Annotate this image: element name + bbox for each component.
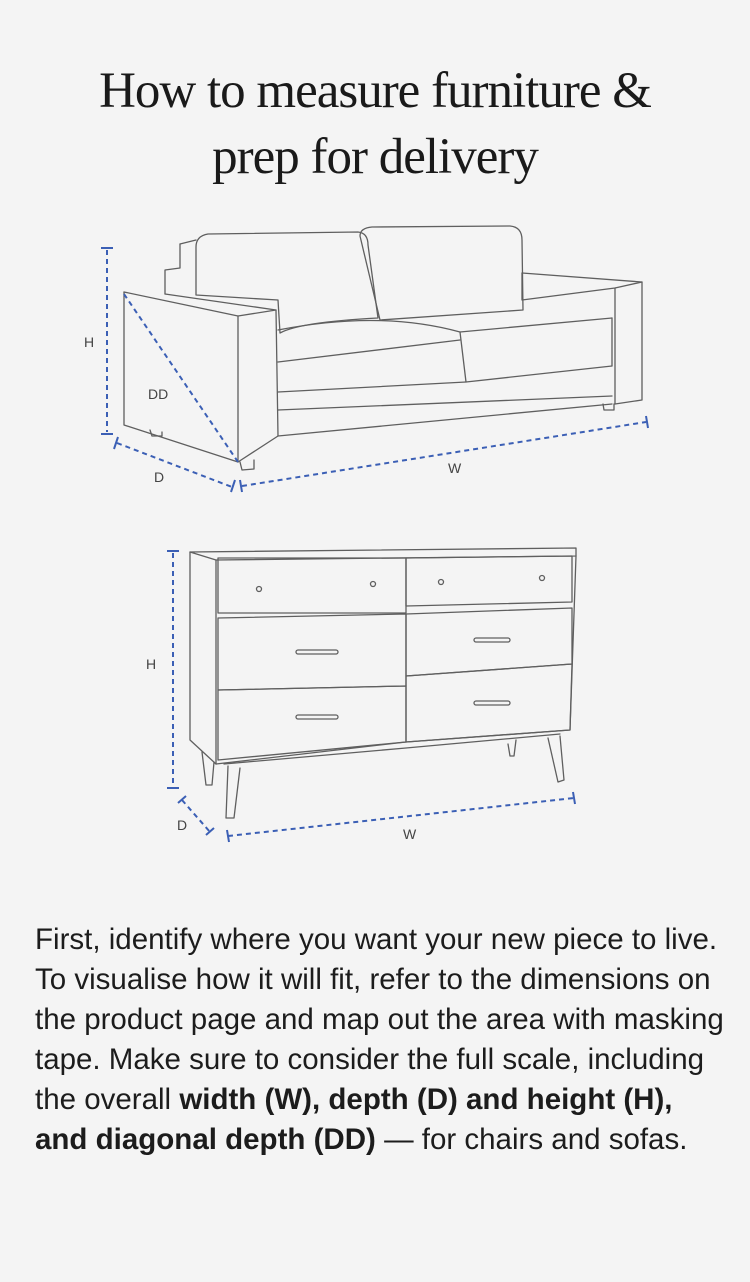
page-title-line-2: prep for delivery [212, 129, 538, 185]
dresser-height-label: H [146, 656, 157, 672]
instructions-outro: — for chairs and sofas. [384, 1123, 688, 1156]
dresser-width-label: W [403, 826, 417, 842]
dresser-measurement-illustration [0, 540, 750, 850]
instructions-intro: First, identify where you want your new piece to live. To visualise how it will fit, refer to the dimensions on the product page and map out the area with masking tape. Make sure to consider the full scale, including the overall [35, 923, 724, 1116]
dresser-dimension-lines [167, 551, 575, 842]
sofa-drawing [124, 226, 642, 470]
sofa-width-label: W [448, 460, 462, 476]
sofa-measurement-illustration [0, 220, 750, 510]
dresser-drawing [190, 548, 576, 818]
dresser-depth-label: D [177, 817, 188, 833]
page-title-line-1: How to measure furniture & [99, 63, 651, 119]
sofa-diagonal-depth-label: DD [148, 386, 169, 402]
measurement-instructions [35, 920, 725, 1160]
sofa-height-label: H [84, 334, 95, 350]
sofa-dimension-lines [101, 248, 648, 492]
page-title [0, 58, 750, 190]
sofa-depth-label: D [154, 469, 165, 485]
instructions-dimensions-bold: width (W), depth (D) and height (H), and diagonal depth (DD) [35, 1083, 673, 1156]
